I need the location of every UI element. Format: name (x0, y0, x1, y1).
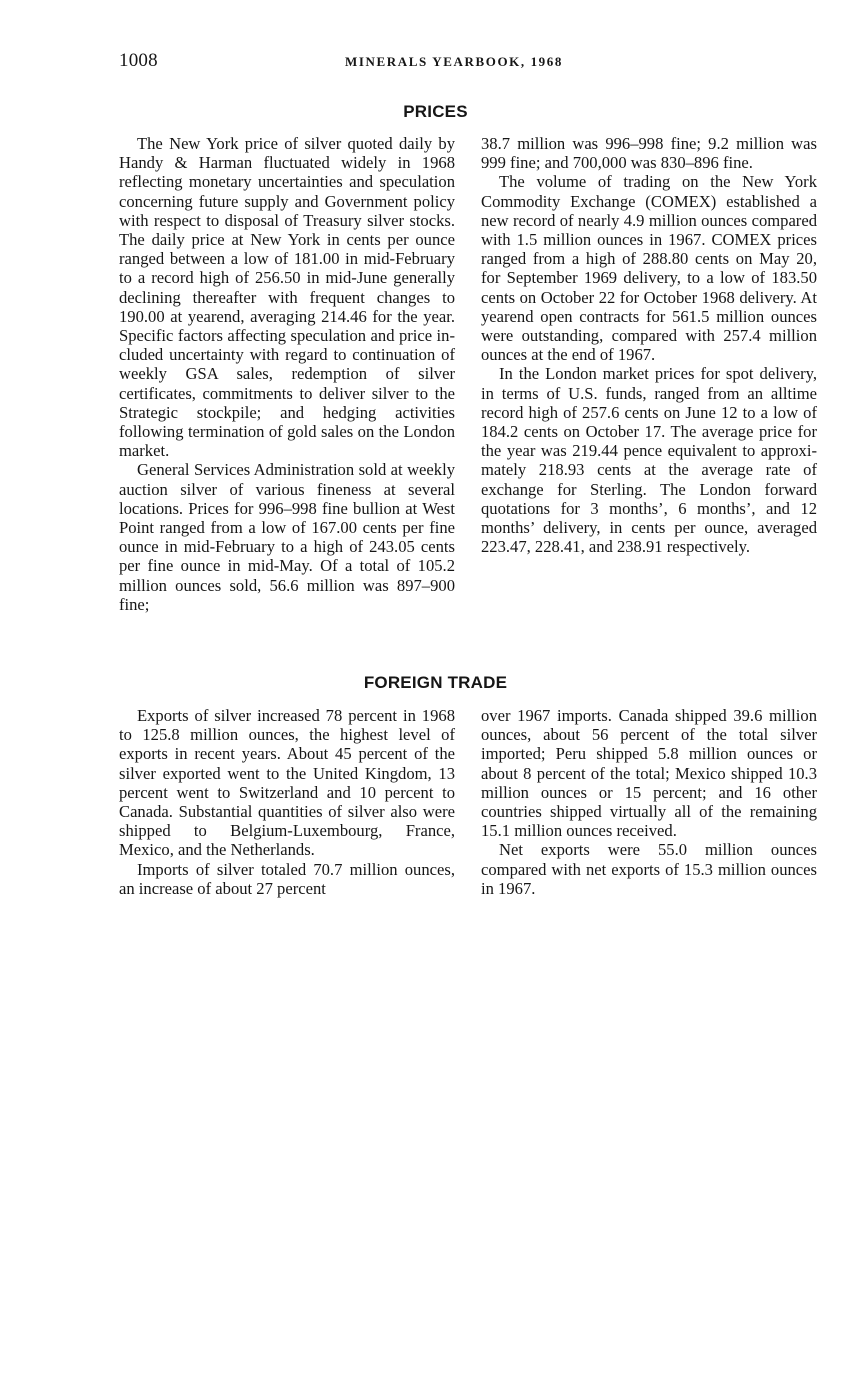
paragraph: The volume of trading on the New York Commodity Exchange (COMEX) established a new record of nearly 4.9 million ounces compared with 1.5 million ounces in 1967. COMEX prices ranged from a high of 288.80 cents on May 20, for September 1969 delivery, to a low of 183.50 cents on October 22 for October 1968 delivery. At yearend open contracts for 561.5 million ounces were outstanding, compared with 257.4 million ounces at the end of 1967. (481, 172, 817, 365)
paragraph: Imports of silver totaled 70.7 million ounces, an increase of about 27 percent (119, 859, 455, 898)
paragraph-continued: 38.7 million was 996–998 fine; 9.2 million was 999 fine; and 700,000 was 830–896 fine. (481, 134, 817, 173)
running-head: MINERALS YEARBOOK, 1968 (345, 54, 563, 69)
paragraph: General Services Administration sold at weekly auction silver of various fineness at several locations. Prices for 996–998 fine bullion at West Point ranged from a low of 167.00 cents per fine ounce in mid-February to a high of 243.05 cents per fine ounce in mid-May. Of a total of 105.2 million ounces sold, 56.6 million was 897–900 fine; (119, 460, 455, 614)
section-heading-foreign-trade: FOREIGN TRADE (363, 673, 508, 692)
paragraph: The New York price of silver quoted daily by Handy & Harman fluctuated widely in 1968 reflecting monetary uncertainties and speculation concerning future supply and Government policy with respect to disposal of Treasury silver stocks. The daily price at New York in cents per ounce ranged between a low of 181.00 in mid-February to a record high of 256.50 in mid-June generally declining thereafter with frequent changes to 190.00 at yearend, averaging 214.46 for the year. Specific factors affecting speculation and price included uncertainty with regard to continuation of weekly GSA sales, redemption of silver certificates, commitments to deliver silver to the Strategic stockpile; and hedging activities following termination of gold sales on the London market. (119, 134, 455, 461)
foreign-trade-column-left (119, 706, 455, 898)
prices-column-left (119, 134, 455, 614)
paragraph: In the London market prices for spot delivery, in terms of U.S. funds, ranged from an alltime record high of 257.6 cents on June 12 to a low of 184.2 cents on October 17. The average price for the year was 219.44 pence equivalent to approximately 218.93 cents at the average rate of exchange for Sterling. The London forward quotations for 3 months’, 6 months’, and 12 months’ delivery, in cents per ounce, averaged 223.47, 228.41, and 238.91 respectively. (481, 364, 817, 557)
paragraph: Net exports were 55.0 million ounces compared with net exports of 15.3 million ounces in 1967. (481, 840, 817, 898)
paragraph-continued: over 1967 imports. Canada shipped 39.6 million ounces, about 56 percent of the total silver imported; Peru shipped 5.8 million ounces or about 8 percent of the total; Mexico shipped 10.3 million ounces or 15 percent; and 16 other countries shipped virtually all of the remaining 15.1 million ounces received. (481, 706, 817, 841)
foreign-trade-column-right (481, 706, 817, 898)
page-number: 1008 (119, 50, 158, 71)
paragraph: Exports of silver increased 78 percent in 1968 to 125.8 million ounces, the highest level of exports in recent years. About 45 percent of the silver exported went to the United Kingdom, 13 percent went to Switzerland and 10 percent to Canada. Substantial quantities of silver also were shipped to Belgium-Luxembourg, France, Mexico, and the Netherlands. (119, 706, 455, 860)
prices-column-right (481, 134, 817, 556)
section-heading-prices: PRICES (403, 102, 468, 121)
